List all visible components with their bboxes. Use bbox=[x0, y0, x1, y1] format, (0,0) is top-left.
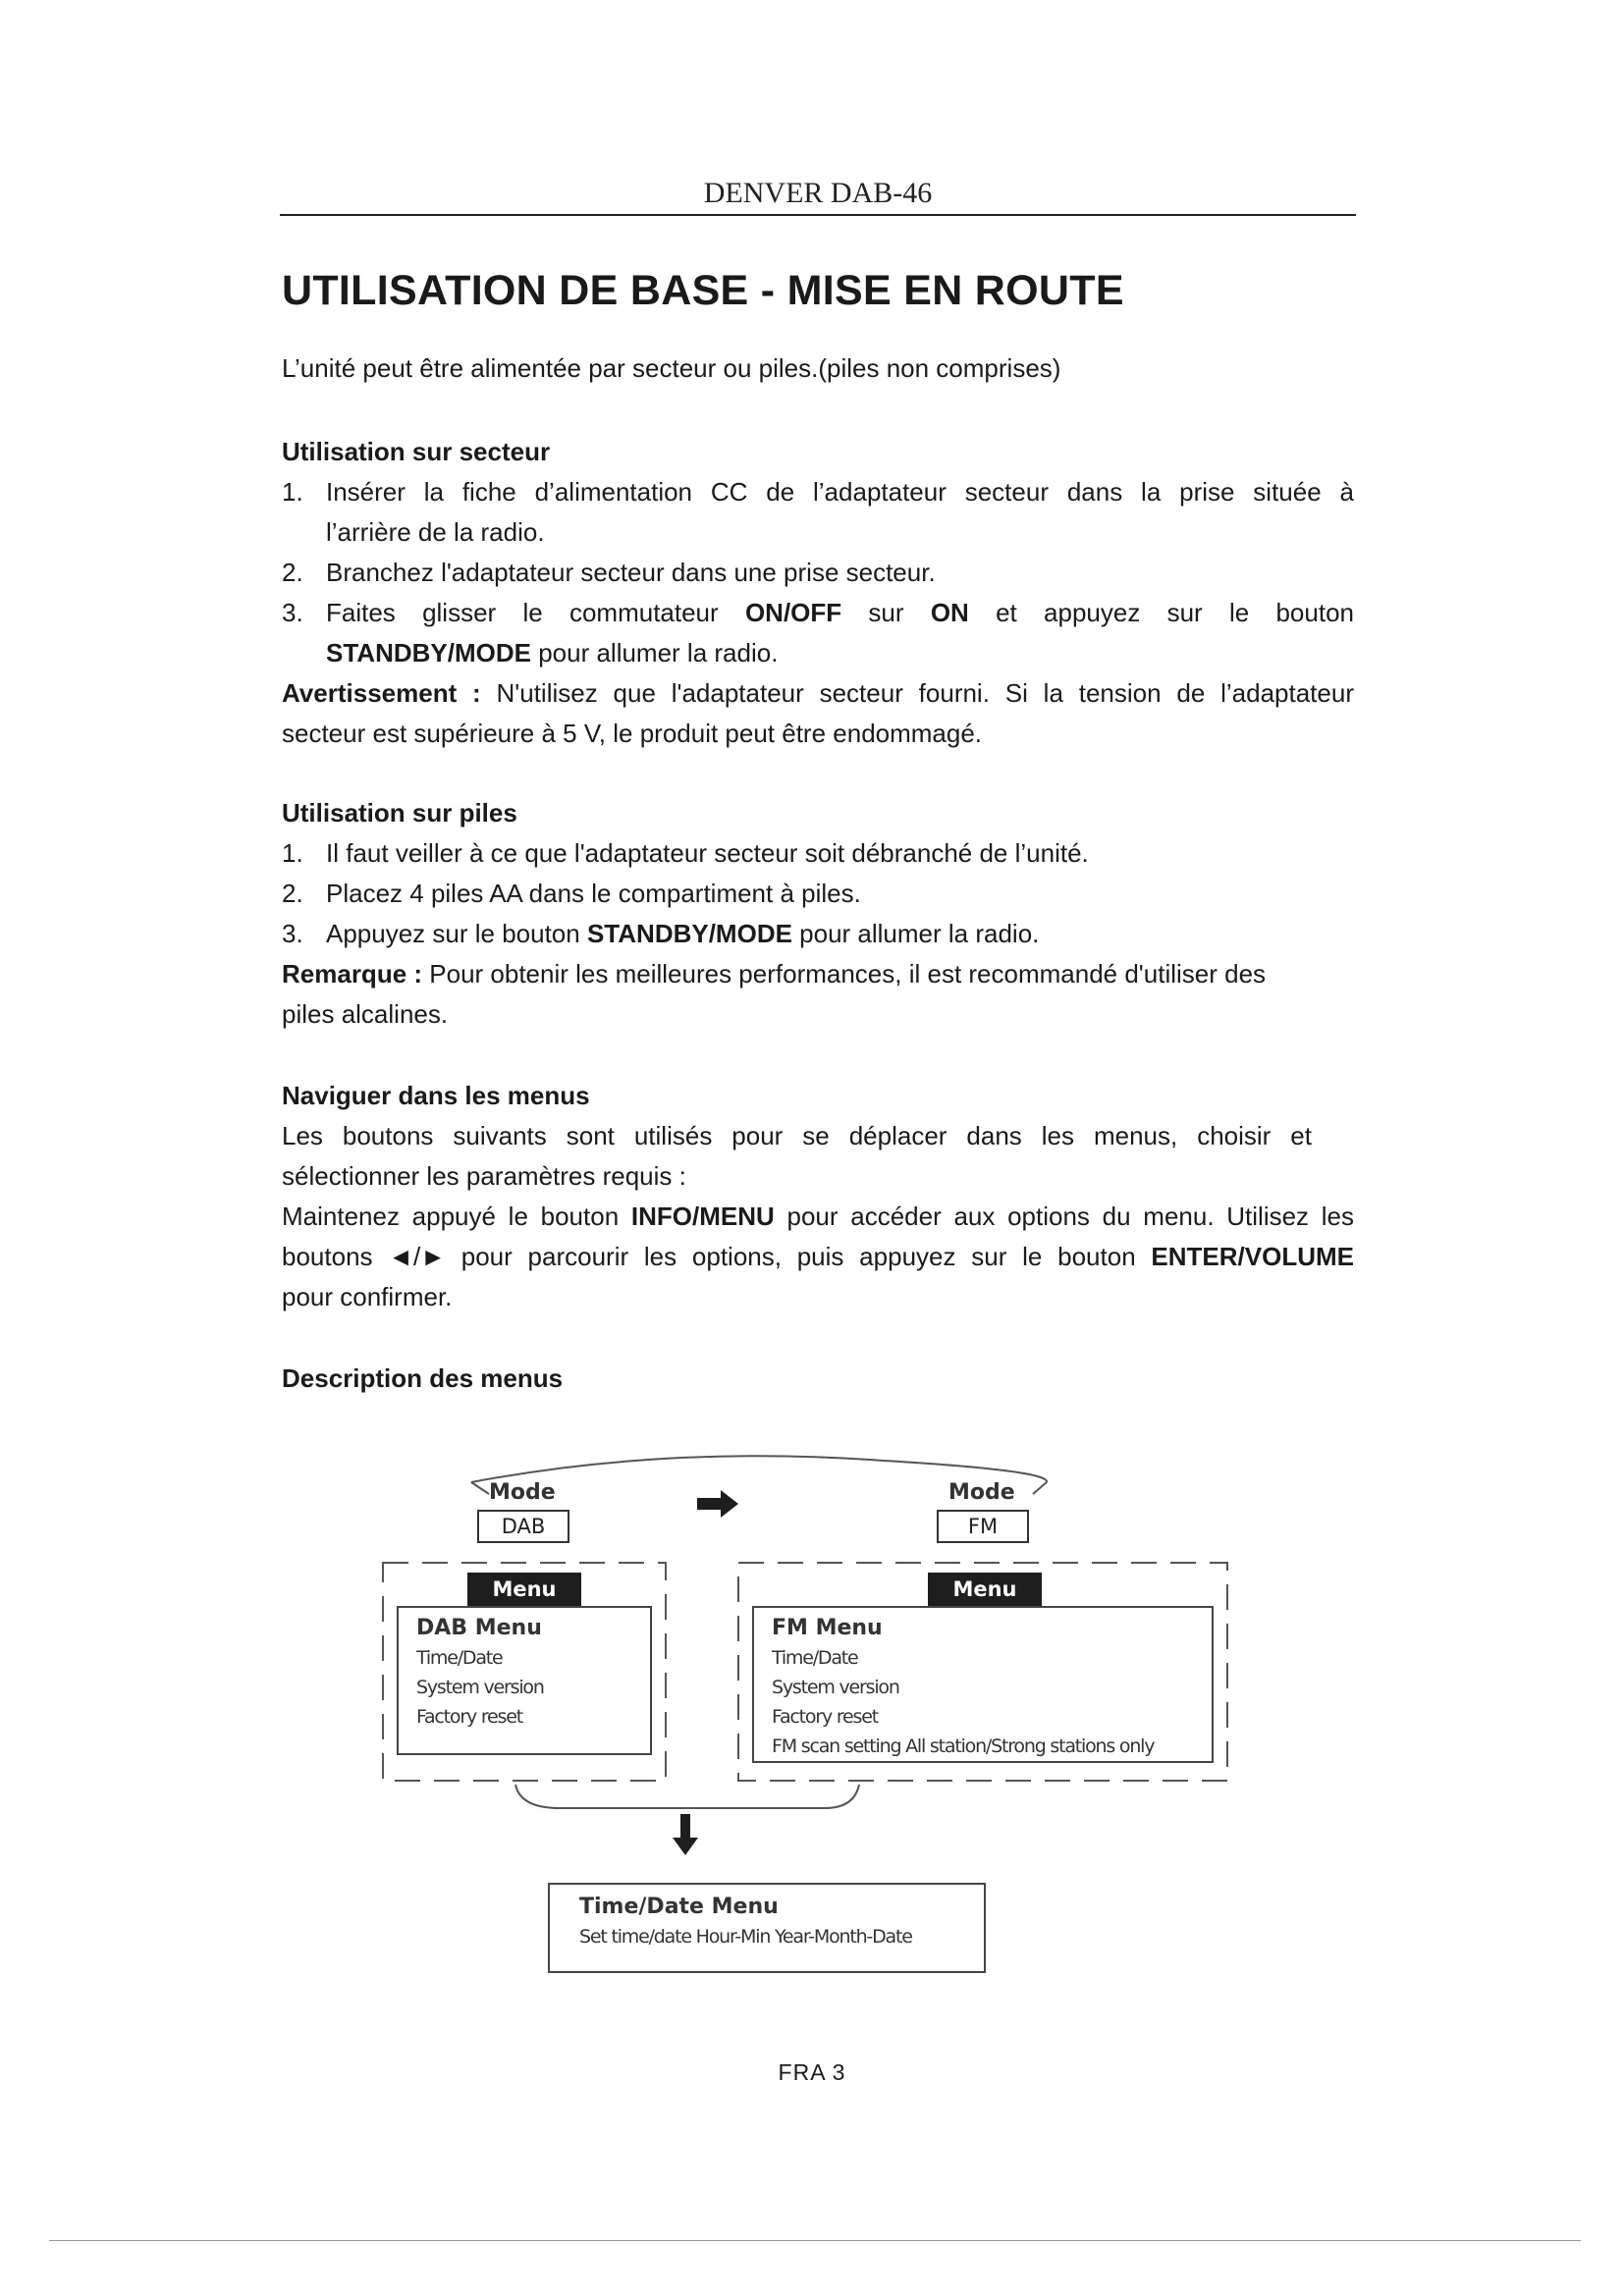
section-heading-mains: Utilisation sur secteur bbox=[282, 437, 551, 466]
nav-section bbox=[282, 1076, 1354, 1317]
list-text: Branchez l'adaptateur secteur dans une prise secteur. bbox=[326, 558, 936, 587]
bottom-rule bbox=[49, 2240, 1581, 2241]
list-number: 2. bbox=[282, 879, 303, 908]
mode-label-dab: Mode bbox=[489, 1480, 556, 1505]
section-heading-battery: Utilisation sur piles bbox=[282, 798, 517, 828]
down-arrow-icon bbox=[673, 1814, 698, 1855]
note-text: Remarque : Pour obtenir les meilleures performances, il est recommandé d'utiliser des bbox=[282, 959, 1267, 988]
menus-section bbox=[282, 1359, 1354, 1399]
list-text: Il faut veiller à ce que l'adaptateur secteur soit débranché de l’unité. bbox=[326, 838, 1089, 868]
list-item bbox=[282, 553, 1354, 593]
warning-text: Avertissement : N'utilisez que l'adaptateur secteur fourni. Si la tension de l’adaptateur bbox=[282, 678, 1354, 708]
menu-item: Time/Date bbox=[416, 1647, 503, 1669]
time-date-menu-title: Time/Date Menu bbox=[579, 1895, 779, 1919]
nav-text: pour confirmer. bbox=[282, 1282, 453, 1311]
note-text-continued: piles alcalines. bbox=[282, 999, 449, 1029]
mains-section bbox=[282, 432, 1354, 754]
nav-text: Maintenez appuyé le bouton INFO/MENU pour accéder aux options du menu. Utilisez les bbox=[282, 1201, 1355, 1231]
menu-tab-dab: Menu bbox=[467, 1573, 581, 1606]
list-text: Appuyez sur le bouton STANDBY/MODE pour allumer la radio. bbox=[326, 919, 1040, 948]
menu-item: Time/Date bbox=[772, 1647, 858, 1669]
menu-item: Factory reset bbox=[416, 1706, 522, 1728]
battery-section bbox=[282, 793, 1354, 1035]
list-number: 1. bbox=[282, 477, 303, 507]
mode-box-dab: DAB bbox=[477, 1510, 569, 1543]
list-item bbox=[282, 914, 1354, 954]
list-text: Placez 4 piles AA dans le compartiment à piles. bbox=[326, 879, 861, 908]
right-arrow-icon bbox=[697, 1490, 738, 1518]
list-number: 3. bbox=[282, 598, 303, 627]
fm-menu-box bbox=[752, 1606, 1214, 1763]
list-text-continued: l’arrière de la radio. bbox=[326, 517, 545, 547]
nav-text: Les boutons suivants sont utilisés pour se déplacer dans les menus, choisir et bbox=[282, 1121, 1312, 1150]
document-header: DENVER DAB-46 bbox=[703, 177, 933, 209]
menu-item: Set time/date Hour-Min Year-Month-Date bbox=[579, 1926, 912, 1948]
menu-diagram bbox=[373, 1453, 1257, 2002]
mode-box-fm: FM bbox=[937, 1510, 1029, 1543]
menu-item: System version bbox=[416, 1677, 544, 1698]
list-item bbox=[282, 472, 1354, 512]
list-item bbox=[282, 874, 1354, 914]
fm-menu-title: FM Menu bbox=[772, 1616, 883, 1640]
page-title: UTILISATION DE BASE - MISE EN ROUTE bbox=[282, 267, 1124, 314]
menu-item: Factory reset bbox=[772, 1706, 878, 1728]
warning-text-continued: secteur est supérieure à 5 V, le produit peut être endommagé. bbox=[282, 719, 983, 748]
mode-label-fm: Mode bbox=[948, 1480, 1015, 1505]
intro-section bbox=[282, 348, 1354, 389]
menu-item: System version bbox=[772, 1677, 899, 1698]
section-heading-menus: Description des menus bbox=[282, 1363, 564, 1393]
section-heading-nav: Naviguer dans les menus bbox=[282, 1081, 590, 1110]
list-item bbox=[282, 593, 1354, 633]
list-number: 1. bbox=[282, 838, 303, 868]
list-text: Insérer la fiche d’alimentation CC de l’adaptateur secteur dans la prise située à bbox=[326, 477, 1354, 507]
list-text: Faites glisser le commutateur ON/OFF sur ON et appuyez sur le bouton bbox=[326, 598, 1354, 627]
list-number: 3. bbox=[282, 919, 303, 948]
menu-tab-fm: Menu bbox=[928, 1573, 1042, 1606]
list-item bbox=[282, 833, 1354, 874]
list-number: 2. bbox=[282, 558, 303, 587]
menu-item: FM scan setting All station/Strong stations only bbox=[772, 1735, 1155, 1757]
time-date-menu-box bbox=[548, 1883, 986, 1973]
dab-menu-box bbox=[397, 1606, 652, 1755]
intro-text: L’unité peut être alimentée par secteur ou piles.(piles non comprises) bbox=[282, 353, 1061, 383]
list-text-continued: STANDBY/MODE pour allumer la radio. bbox=[326, 638, 779, 667]
dab-menu-title: DAB Menu bbox=[416, 1616, 542, 1640]
page-number: FRA 3 bbox=[778, 2059, 846, 2085]
header-rule bbox=[280, 214, 1356, 216]
nav-text: sélectionner les paramètres requis : bbox=[282, 1161, 686, 1191]
nav-text: boutons ◄/► pour parcourir les options, puis appuyez sur le bouton ENTER/VOLUME bbox=[282, 1242, 1354, 1271]
